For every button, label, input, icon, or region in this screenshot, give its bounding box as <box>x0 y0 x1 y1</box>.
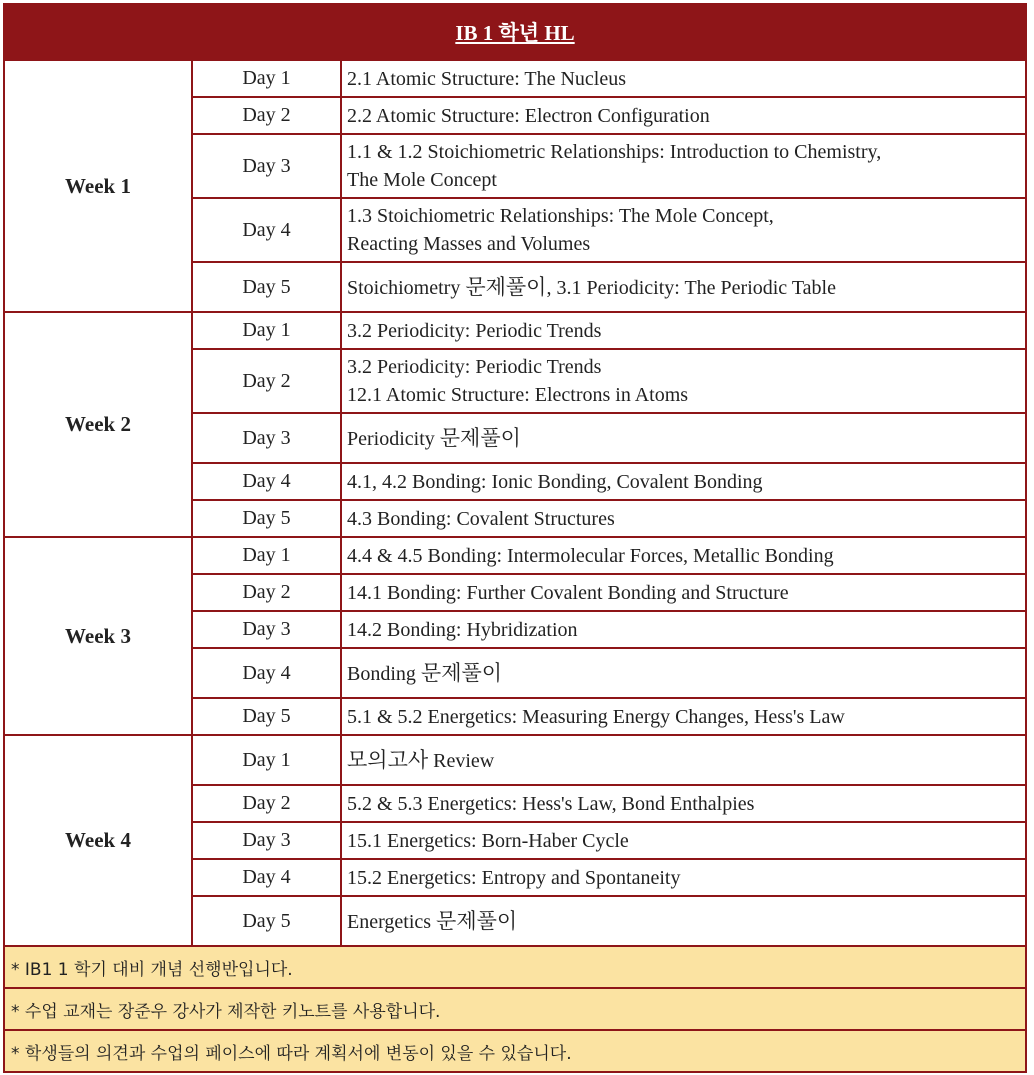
topic-cell <box>341 349 1026 413</box>
topic-line: Stoichiometry 문제풀이, 3.1 Periodicity: The Periodic Table <box>347 274 836 299</box>
note-row <box>4 1030 1026 1072</box>
topic-line: 2.1 Atomic Structure: The Nucleus <box>347 67 627 90</box>
week-label: Week 4 <box>4 735 192 946</box>
topic-line: Periodicity 문제풀이 <box>347 425 521 450</box>
topic-cell <box>341 735 1026 785</box>
topic-cell <box>341 312 1026 349</box>
day-label: Day 4 <box>192 463 341 500</box>
schedule-table <box>3 3 1027 1073</box>
topic-line: The Mole Concept <box>347 169 497 191</box>
topic-cell <box>341 60 1026 97</box>
table-row <box>4 537 1026 574</box>
topic-line: 2.2 Atomic Structure: Electron Configuration <box>347 104 710 127</box>
note-text: * IB1 1 학기 대비 개념 선행반입니다. <box>4 946 1026 988</box>
day-label: Day 1 <box>192 537 341 574</box>
topic-cell <box>341 859 1026 896</box>
topic-line: 4.3 Bonding: Covalent Structures <box>347 507 615 530</box>
table-row <box>4 60 1026 97</box>
topic-cell <box>341 698 1026 735</box>
topic-cell <box>341 896 1026 946</box>
topic-line: 14.2 Bonding: Hybridization <box>347 618 578 641</box>
topic-line: 5.2 & 5.3 Energetics: Hess's Law, Bond Enthalpies <box>347 792 755 815</box>
day-label: Day 3 <box>192 611 341 648</box>
topic-line: 14.1 Bonding: Further Covalent Bonding and Structure <box>347 581 789 604</box>
topic-line: Bonding 문제풀이 <box>347 660 503 685</box>
topic-line: 1.1 & 1.2 Stoichiometric Relationships: Introduction to Chemistry, <box>347 141 882 163</box>
day-label: Day 2 <box>192 349 341 413</box>
topic-line: Reacting Masses and Volumes <box>347 233 591 255</box>
day-label: Day 1 <box>192 312 341 349</box>
topic-line: 3.2 Periodicity: Periodic Trends <box>347 356 602 378</box>
schedule-container <box>3 3 1027 1073</box>
topic-cell <box>341 822 1026 859</box>
topic-cell <box>341 537 1026 574</box>
week-label: Week 3 <box>4 537 192 735</box>
topic-cell <box>341 611 1026 648</box>
topic-line: 12.1 Atomic Structure: Electrons in Atoms <box>347 384 689 406</box>
day-label: Day 5 <box>192 500 341 537</box>
topic-line: 5.1 & 5.2 Energetics: Measuring Energy Changes, Hess's Law <box>347 705 845 728</box>
week-label: Week 1 <box>4 60 192 312</box>
note-text: * 수업 교재는 장준우 강사가 제작한 키노트를 사용합니다. <box>4 988 1026 1030</box>
table-row <box>4 735 1026 785</box>
day-label: Day 2 <box>192 574 341 611</box>
day-label: Day 1 <box>192 735 341 785</box>
note-row <box>4 946 1026 988</box>
week-label: Week 2 <box>4 312 192 537</box>
topic-line: 15.1 Energetics: Born-Haber Cycle <box>347 829 629 852</box>
topic-cell <box>341 97 1026 134</box>
topic-cell <box>341 134 1026 198</box>
topic-line: Energetics 문제풀이 <box>347 908 518 933</box>
topic-line: 4.1, 4.2 Bonding: Ionic Bonding, Covalent Bonding <box>347 470 763 493</box>
note-row <box>4 988 1026 1030</box>
topic-cell <box>341 785 1026 822</box>
day-label: Day 5 <box>192 698 341 735</box>
topic-cell <box>341 574 1026 611</box>
table-row <box>4 312 1026 349</box>
topic-cell <box>341 198 1026 262</box>
topic-cell <box>341 262 1026 312</box>
topic-cell <box>341 463 1026 500</box>
day-label: Day 1 <box>192 60 341 97</box>
day-label: Day 5 <box>192 262 341 312</box>
notes-body <box>4 946 1026 1072</box>
day-label: Day 5 <box>192 896 341 946</box>
schedule-body <box>4 60 1026 946</box>
day-label: Day 3 <box>192 822 341 859</box>
topic-cell <box>341 500 1026 537</box>
day-label: Day 4 <box>192 859 341 896</box>
day-label: Day 4 <box>192 198 341 262</box>
topic-line: 4.4 & 4.5 Bonding: Intermolecular Forces, Metallic Bonding <box>347 544 834 567</box>
topic-cell <box>341 413 1026 463</box>
day-label: Day 4 <box>192 648 341 698</box>
day-label: Day 3 <box>192 413 341 463</box>
topic-line: 1.3 Stoichiometric Relationships: The Mole Concept, <box>347 205 774 227</box>
topic-line: 15.2 Energetics: Entropy and Spontaneity <box>347 866 681 889</box>
note-text: * 학생들의 의견과 수업의 페이스에 따라 계획서에 변동이 있을 수 있습니다. <box>4 1030 1026 1072</box>
topic-line: 3.2 Periodicity: Periodic Trends <box>347 319 602 342</box>
topic-cell <box>341 648 1026 698</box>
day-label: Day 2 <box>192 97 341 134</box>
topic-line: 모의고사 Review <box>347 747 495 772</box>
day-label: Day 2 <box>192 785 341 822</box>
table-title: IB 1 학년 HL <box>4 4 1026 60</box>
day-label: Day 3 <box>192 134 341 198</box>
